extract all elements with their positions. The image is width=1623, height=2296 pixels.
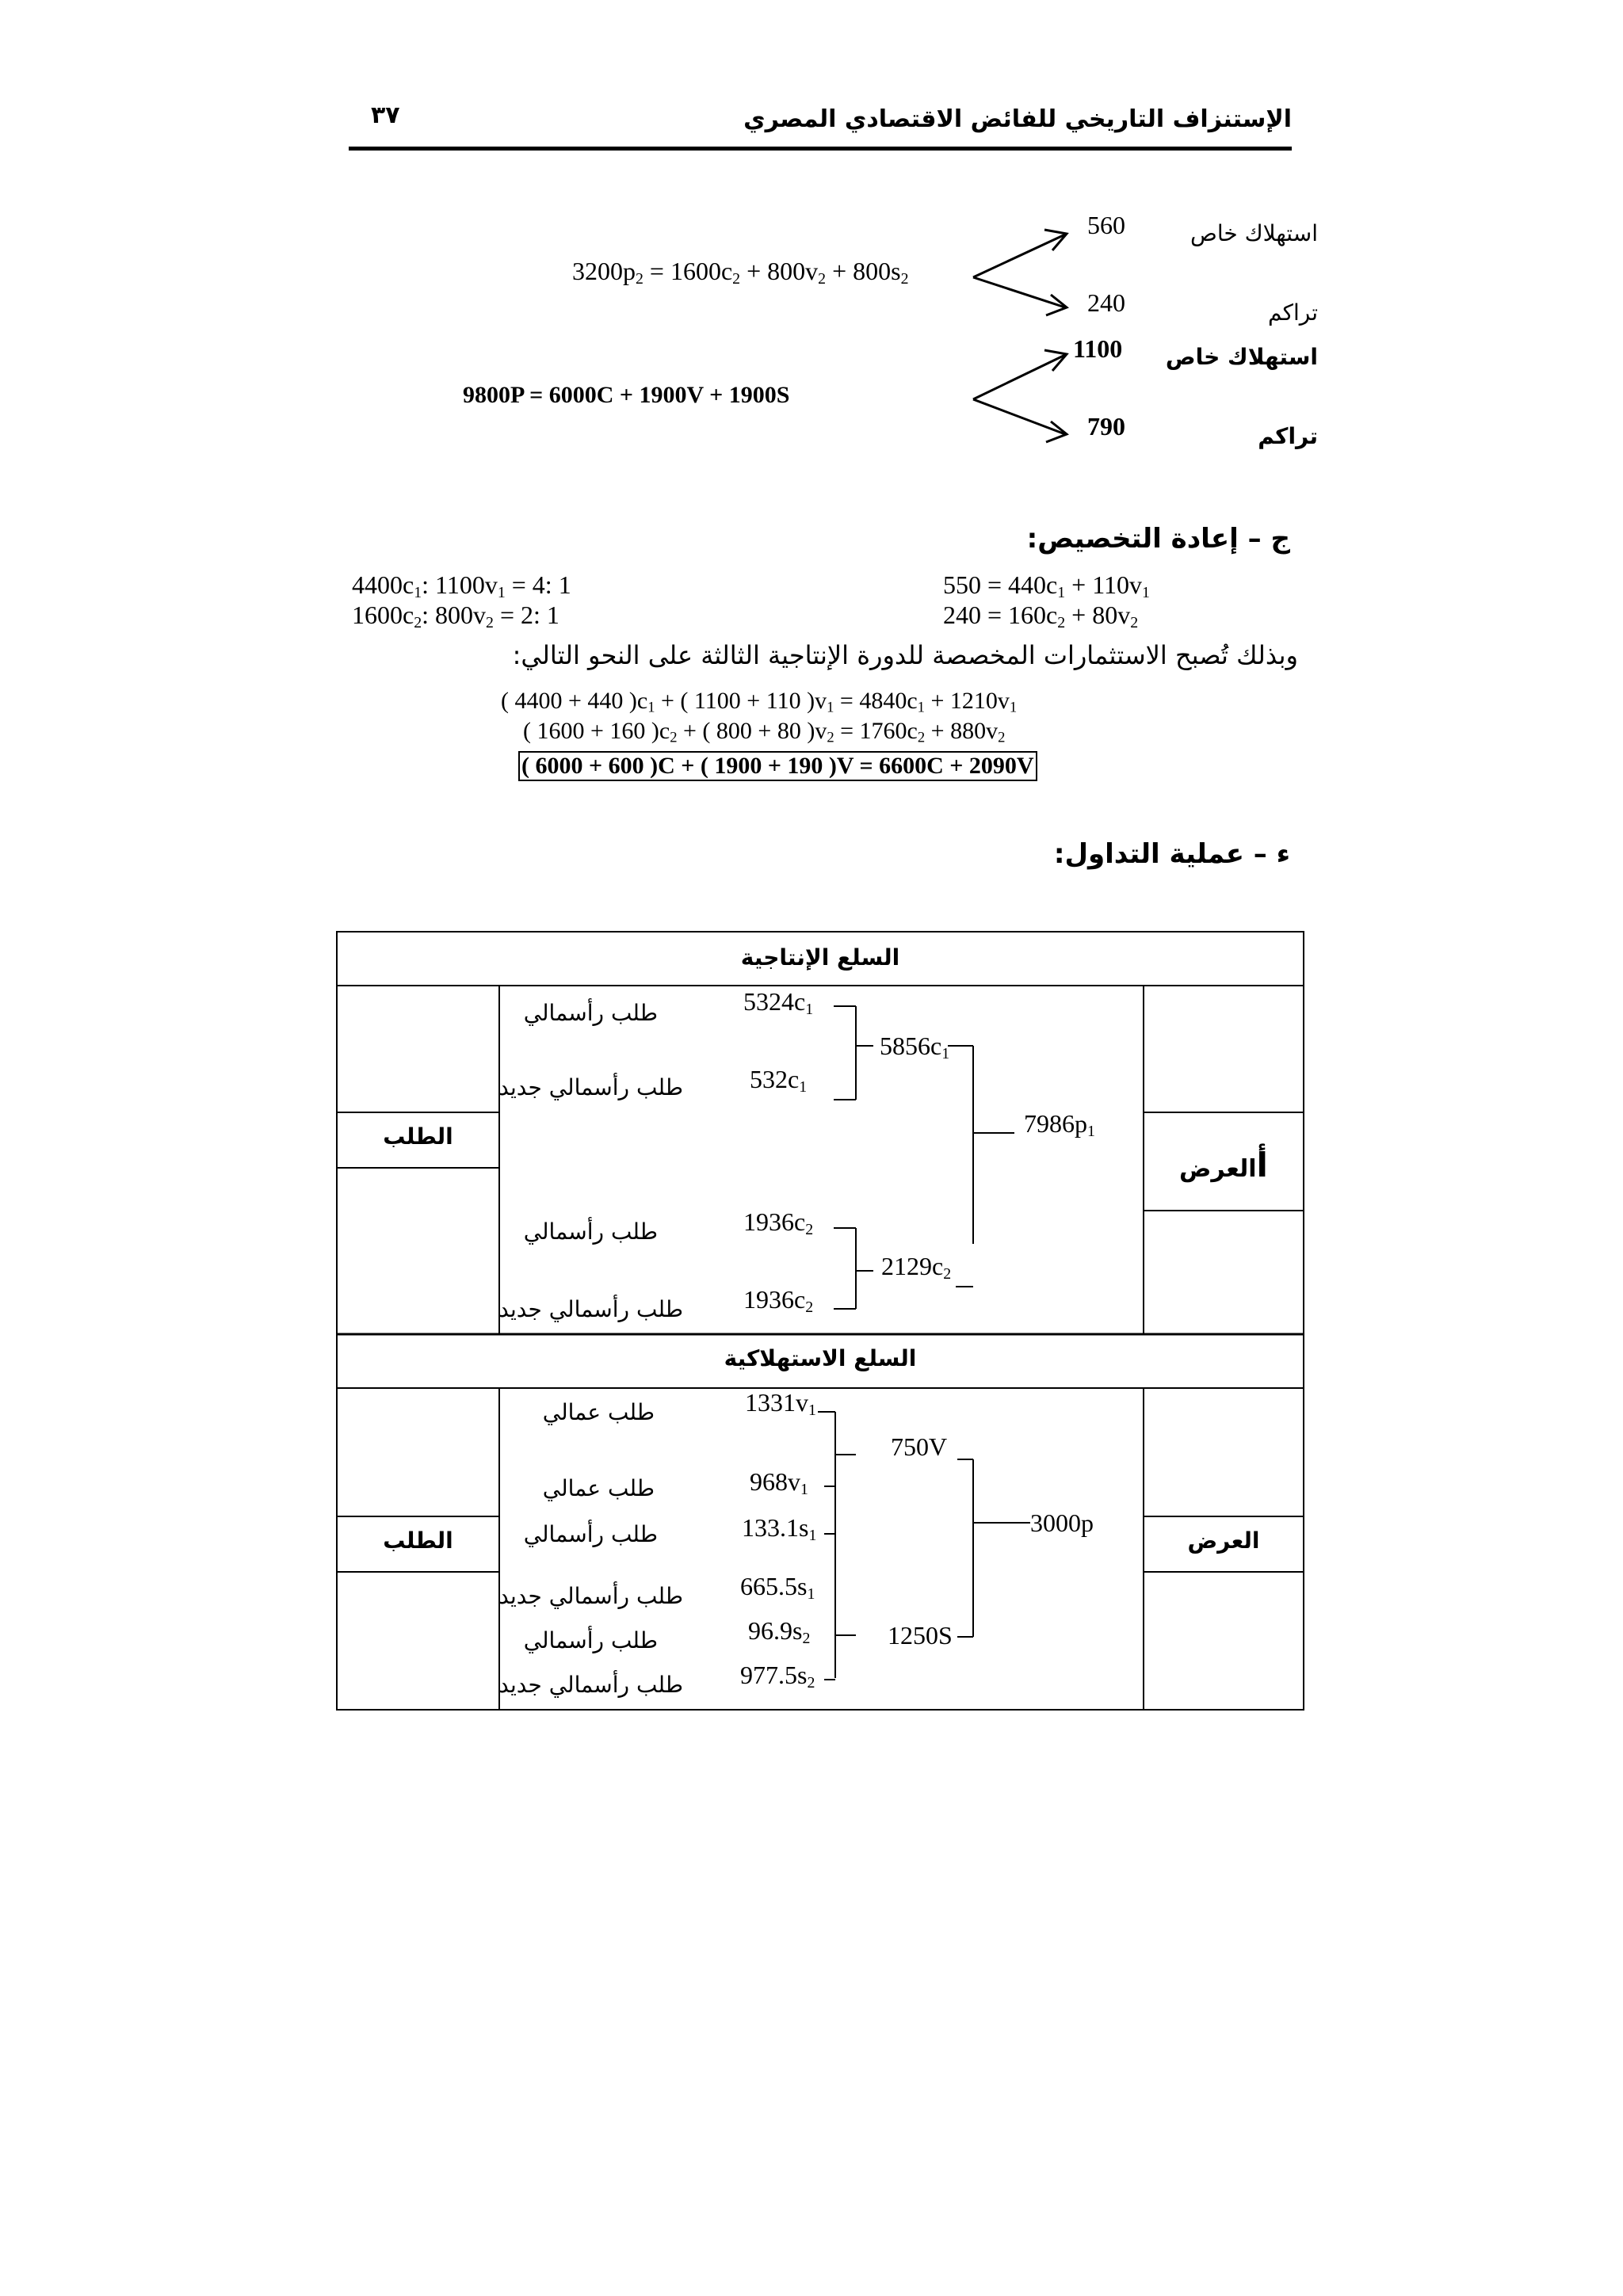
split-line-2: $240 = 160c_2 + 80v_2$ xyxy=(943,601,1139,631)
cons-sub-2: 1250S xyxy=(888,1621,953,1650)
cons-sub-1: 750V xyxy=(891,1432,948,1461)
production-goods-title: السلع الإنتاجية xyxy=(740,944,900,971)
prod-row-1-label: طلب رأسمالي xyxy=(523,1000,658,1026)
section-d-heading: ء – عملية التداول: xyxy=(1053,838,1290,870)
value-790: 790 xyxy=(1087,412,1125,441)
cons-row-2-label: طلب عمالي xyxy=(542,1475,655,1501)
consumption-goods-title: السلع الاستهلاكية xyxy=(724,1345,917,1371)
prod-row-4-value: $1936c_2$ xyxy=(743,1285,814,1316)
label-private-consumption-1: استهلاك خاص xyxy=(1190,220,1318,246)
calc-line-2: ( 1600 + 160 )$c_2$ + ( 800 + 80 )$v_2 = 1760c_2 + 880v_2$ xyxy=(523,718,1006,746)
ratio-line-1: $4400c_1$: $1100v_1 = 4$: 1 xyxy=(352,570,571,601)
prod-sub-1: $5856c_1$ xyxy=(880,1032,950,1062)
production-demand-label: الطلب xyxy=(383,1123,453,1150)
prod-row-2-value: $532c_1$ xyxy=(750,1065,808,1096)
cons-row-3-value: $133.1s_1$ xyxy=(742,1513,817,1544)
label-accumulation-1: تراكم xyxy=(1268,299,1318,326)
cons-row-4-value: $665.5s_1$ xyxy=(740,1572,815,1603)
cons-row-6-value: $977.5s_2$ xyxy=(740,1661,815,1691)
prod-row-3-label: طلب رأسمالي xyxy=(523,1219,658,1245)
prod-row-4-label: طلب رأسمالي جديد xyxy=(498,1296,683,1322)
supply-text: العرض xyxy=(1179,1155,1257,1183)
consumption-supply-label: العرض xyxy=(1187,1527,1260,1554)
consumption-demand-label: الطلب xyxy=(383,1527,453,1554)
prod-sub-2: $2129c_2$ xyxy=(881,1252,952,1283)
cons-row-5-label: طلب رأسمالي xyxy=(523,1627,658,1653)
section-c-sentence: وبذلك تُصبح الاستثمارات المخصصة للدورة الإنتاجية الثالثة على النحو التالي: xyxy=(512,640,1298,670)
prod-total: $7986p_1$ xyxy=(1024,1109,1095,1140)
cons-row-5-value: $96.9s_2$ xyxy=(748,1616,811,1647)
calc-line-1: ( 4400 + 440 )$c_1$ + ( 1100 + 110 )$v_1 = 4840c_1 + 1210v_1$ xyxy=(501,688,1018,716)
value-1100: 1100 xyxy=(1073,334,1123,363)
cons-total: 3000p xyxy=(1030,1508,1094,1537)
cons-row-1-label: طلب عمالي xyxy=(542,1399,655,1425)
cons-row-1-value: $1331v_1$ xyxy=(745,1388,816,1419)
equation-p2: $3200p_2 = 1600c_2 + 800v_2 + 800s_2$ xyxy=(572,257,909,288)
label-private-consumption-2: استهلاك خاص xyxy=(1165,344,1318,370)
prod-row-2-label: طلب رأسمالي جديد xyxy=(498,1074,683,1100)
calc-total-boxed: ( 6000 + 600 )C + ( 1900 + 190 )V = 6600C + 2090V xyxy=(518,751,1037,781)
cons-row-2-value: $968v_1$ xyxy=(750,1467,808,1498)
label-accumulation-2: تراكم xyxy=(1258,423,1318,449)
page-number: ٣٧ xyxy=(371,101,400,129)
value-560: 560 xyxy=(1087,211,1125,239)
split-line-1: $550 = 440c_1 + 110v_1$ xyxy=(943,570,1150,601)
cons-row-6-label: طلب رأسمالي جديد xyxy=(498,1672,683,1698)
production-supply-label xyxy=(1144,1146,1304,1184)
prod-row-3-value: $1936c_2$ xyxy=(743,1207,814,1238)
cons-row-3-label: طلب رأسمالي xyxy=(523,1521,658,1547)
running-title: الإستنزاف التاريخي للفائض الاقتصادي المصري xyxy=(743,105,1292,133)
section-c-heading: ج – إعادة التخصيص: xyxy=(1026,523,1290,555)
cons-row-4-label: طلب رأسمالي جديد xyxy=(498,1583,683,1609)
ratio-line-2: $1600c_2$: $800v_2 = 2$: 1 xyxy=(352,601,559,631)
equation-total: 9800P = 6000C + 1900V + 1900S xyxy=(463,382,790,408)
prod-row-1-value: $5324c_1$ xyxy=(743,987,814,1018)
value-240: 240 xyxy=(1087,288,1125,317)
supply-prefix: أ xyxy=(1256,1146,1268,1184)
